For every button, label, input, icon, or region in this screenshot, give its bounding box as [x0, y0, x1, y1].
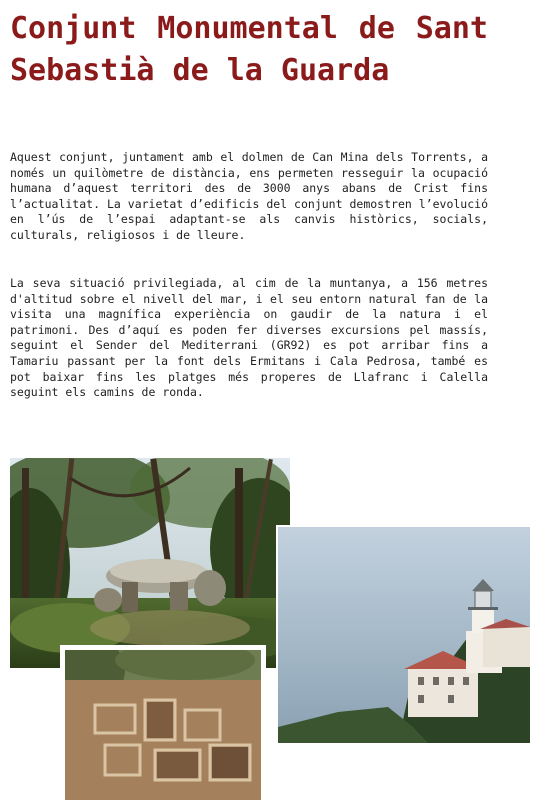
intro-paragraph: Aquest conjunt, juntament amb el dolmen de Can Mina dels Torrents, a només un quilòmetre de distància, ens permeten resseguir la ocupació humana d’aquest territori des de 3000 anys abans de Crist fins l’actualitat. La varietat d’edificis del conjunt demostren l’evolució en l’ús de l’espai adaptant-se als canvis històrics, socials, culturals, religiosos i de lleure. [10, 150, 488, 242]
lighthouse-photo [276, 525, 532, 745]
page-title: Conjunt Monumental de Sant Sebastià de la Guarda [10, 11, 488, 88]
situation-paragraph: La seva situació privilegiada, al cim de la muntanya, a 156 metres d'altitud sobre el nivell del mar, i el seu entorn natural fan de la visita una magnífica experiència on gaudir de la natura i el patrimoni. Des d’aquí es poden fer diverses excursions pel massís, seguint el Sender del Mediterrani (GR92) es pot arribar fins a Tamariu passant per la font dels Ermitans i Cala Pedrosa, també es pot baixar fins les platges més properes de Llafranc i Calella seguint els camins de ronda. [10, 276, 488, 400]
archaeological-ruins-photo [60, 645, 266, 805]
dolmen-forest-photo [10, 458, 290, 668]
